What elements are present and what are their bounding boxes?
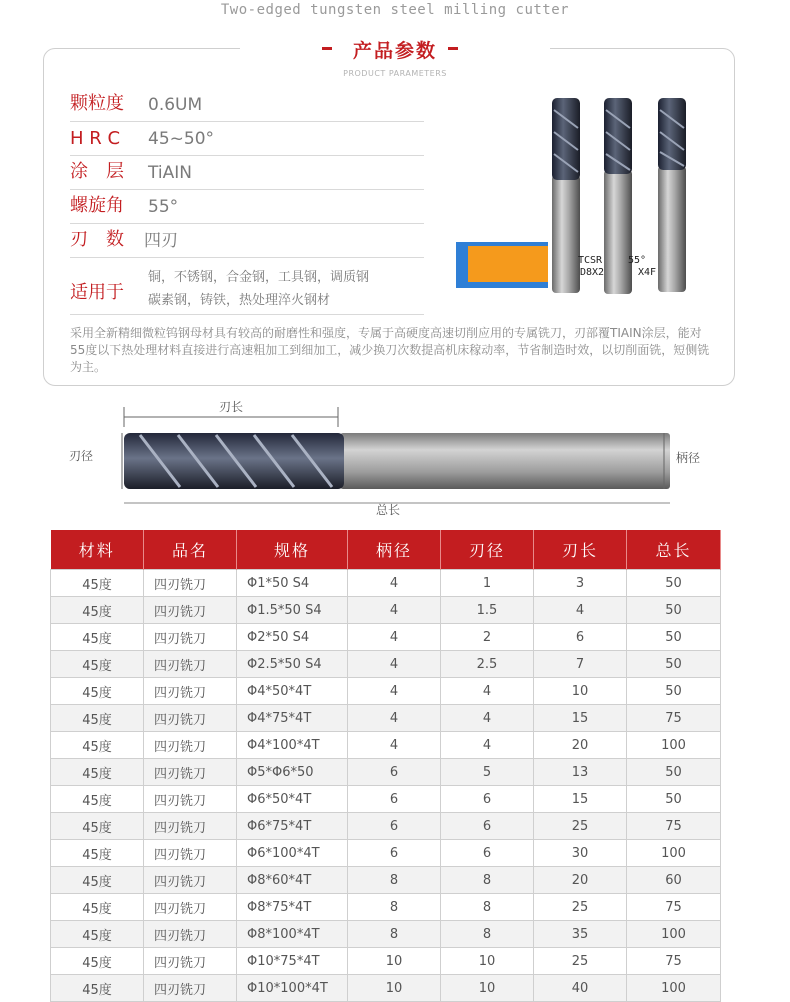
- table-cell: 2: [441, 624, 534, 651]
- table-cell: 1: [441, 570, 534, 597]
- table-row: [51, 921, 721, 948]
- dim-blade-diameter: 刃径: [69, 449, 94, 463]
- table-cell: 4: [348, 597, 441, 624]
- table-row: [51, 705, 721, 732]
- table-cell: 四刃铣刀: [144, 732, 237, 759]
- table-cell: 25: [534, 813, 627, 840]
- table-cell: 四刃铣刀: [144, 705, 237, 732]
- param-value: TiAIN: [148, 163, 192, 183]
- table-cell: 8: [441, 921, 534, 948]
- table-cell: 四刃铣刀: [144, 840, 237, 867]
- table-cell: 75: [627, 948, 721, 975]
- table-cell: 7: [534, 651, 627, 678]
- photo-text-box: TCSR: [578, 255, 603, 266]
- table-cell: 75: [627, 705, 721, 732]
- table-row: [51, 867, 721, 894]
- photo-text-angle: 55°: [628, 255, 647, 266]
- table-cell: 4: [348, 624, 441, 651]
- table-cell: Φ8*60*4T: [237, 867, 348, 894]
- photo-text-size-a: D8X2: [580, 267, 605, 278]
- param-value: 四刃: [144, 231, 178, 251]
- table-cell: Φ8*100*4T: [237, 921, 348, 948]
- table-cell: 四刃铣刀: [144, 624, 237, 651]
- table-row: [51, 624, 721, 651]
- table-cell: 75: [627, 813, 721, 840]
- param-value: 45~50°: [148, 129, 215, 149]
- table-row: [51, 840, 721, 867]
- param-row-helix: [70, 190, 424, 224]
- table-cell: 5: [441, 759, 534, 786]
- diagram-shank: [340, 433, 670, 489]
- applicable-line-1: 铜，不锈钢，合金钢，工具钢，调质钢: [148, 270, 370, 285]
- table-cell: 8: [441, 894, 534, 921]
- table-cell: 50: [627, 786, 721, 813]
- param-label: H R C: [70, 128, 121, 149]
- table-cell: 45度: [51, 786, 144, 813]
- table-row: [51, 813, 721, 840]
- table-cell: Φ2.5*50 S4: [237, 651, 348, 678]
- table-cell: 45度: [51, 597, 144, 624]
- table-cell: 四刃铣刀: [144, 678, 237, 705]
- table-cell: 50: [627, 597, 721, 624]
- table-cell: 四刃铣刀: [144, 597, 237, 624]
- table-row: [51, 759, 721, 786]
- table-header-row: [51, 530, 721, 570]
- table-cell: 100: [627, 975, 721, 1002]
- dim-blade-length: 刃长: [219, 400, 244, 414]
- table-cell: Φ4*75*4T: [237, 705, 348, 732]
- col-header: 材料: [51, 530, 144, 570]
- table-cell: 45度: [51, 813, 144, 840]
- table-row: [51, 948, 721, 975]
- table-cell: 100: [627, 840, 721, 867]
- end-mill-1: [552, 98, 580, 293]
- table-cell: 8: [348, 921, 441, 948]
- table-cell: 6: [348, 786, 441, 813]
- table-cell: 4: [441, 678, 534, 705]
- table-cell: 四刃铣刀: [144, 570, 237, 597]
- table-row: [51, 894, 721, 921]
- applicable-materials: [148, 266, 369, 312]
- table-cell: 4: [348, 651, 441, 678]
- table-cell: 50: [627, 759, 721, 786]
- table-cell: 45度: [51, 759, 144, 786]
- table-cell: 4: [441, 732, 534, 759]
- table-cell: 6: [348, 840, 441, 867]
- param-label: 涂 层: [70, 161, 124, 182]
- end-mill-3: [658, 98, 686, 292]
- dim-shank-diameter: 柄径: [676, 451, 701, 465]
- product-photo: [456, 70, 714, 310]
- table-cell: 1.5: [441, 597, 534, 624]
- table-cell: 4: [348, 732, 441, 759]
- table-cell: 10: [348, 948, 441, 975]
- table-row: [51, 678, 721, 705]
- table-cell: 45度: [51, 975, 144, 1002]
- table-cell: 35: [534, 921, 627, 948]
- table-cell: 6: [441, 813, 534, 840]
- col-header: 品名: [144, 530, 237, 570]
- table-cell: 45度: [51, 624, 144, 651]
- param-label: 适用于: [70, 282, 124, 303]
- table-cell: 50: [627, 678, 721, 705]
- table-cell: 60: [627, 867, 721, 894]
- table-cell: 6: [348, 813, 441, 840]
- table-cell: Φ10*100*4T: [237, 975, 348, 1002]
- col-header: 总长: [627, 530, 721, 570]
- table-cell: Φ1*50 S4: [237, 570, 348, 597]
- table-cell: 10: [441, 948, 534, 975]
- table-cell: 20: [534, 867, 627, 894]
- table-cell: 50: [627, 651, 721, 678]
- photo-text-size-b: X4F: [638, 267, 657, 278]
- table-cell: 四刃铣刀: [144, 759, 237, 786]
- title-decoration-right: [448, 47, 458, 50]
- table-cell: 100: [627, 921, 721, 948]
- table-cell: 100: [627, 732, 721, 759]
- dim-total-length: 总长: [376, 503, 401, 517]
- table-cell: 4: [441, 705, 534, 732]
- table-cell: 四刃铣刀: [144, 975, 237, 1002]
- table-cell: Φ6*75*4T: [237, 813, 348, 840]
- table-cell: 4: [348, 678, 441, 705]
- param-value: 55°: [148, 197, 179, 217]
- table-cell: 6: [534, 624, 627, 651]
- table-cell: 四刃铣刀: [144, 786, 237, 813]
- table-cell: 4: [348, 570, 441, 597]
- table-cell: Φ6*50*4T: [237, 786, 348, 813]
- table-cell: 6: [348, 759, 441, 786]
- table-cell: 45度: [51, 948, 144, 975]
- table-row: [51, 570, 721, 597]
- table-cell: 四刃铣刀: [144, 813, 237, 840]
- table-cell: 50: [627, 570, 721, 597]
- table-cell: 30: [534, 840, 627, 867]
- table-cell: 25: [534, 948, 627, 975]
- param-label: 颗粒度: [70, 93, 124, 114]
- param-row-coating: [70, 156, 424, 190]
- table-cell: 25: [534, 894, 627, 921]
- table-cell: Φ4*100*4T: [237, 732, 348, 759]
- table-cell: Φ10*75*4T: [237, 948, 348, 975]
- table-cell: 45度: [51, 894, 144, 921]
- table-cell: 15: [534, 786, 627, 813]
- param-value: 0.6UM: [148, 95, 203, 115]
- spec-table: [50, 530, 721, 1002]
- table-cell: 6: [441, 840, 534, 867]
- table-cell: Φ6*100*4T: [237, 840, 348, 867]
- param-row-hrc: [70, 122, 424, 156]
- col-header: 刃径: [441, 530, 534, 570]
- table-body: [51, 570, 721, 1002]
- param-row-flutes: [70, 224, 424, 258]
- table-cell: Φ8*75*4T: [237, 894, 348, 921]
- table-cell: 4: [534, 597, 627, 624]
- table-cell: 2.5: [441, 651, 534, 678]
- col-header: 柄径: [348, 530, 441, 570]
- table-cell: 15: [534, 705, 627, 732]
- table-cell: 四刃铣刀: [144, 651, 237, 678]
- table-cell: 四刃铣刀: [144, 867, 237, 894]
- table-cell: 四刃铣刀: [144, 894, 237, 921]
- table-cell: 45度: [51, 732, 144, 759]
- applicable-line-2: 碳素钢，铸铁，热处理淬火钢材: [148, 293, 331, 308]
- param-label: 螺旋角: [70, 195, 124, 216]
- table-cell: 45度: [51, 921, 144, 948]
- table-cell: 45度: [51, 867, 144, 894]
- table-cell: 45度: [51, 678, 144, 705]
- product-description: 采用全新精细微粒钨钢母材具有较高的耐磨性和强度，专属于高硬度高速切削应用的专属铣刀，刃部覆TIAIN涂层，能对55度以下热处理材料直接进行高速粗加工到细加工，减少换刀次数提高机床稼动率，节省制造时效，以切削面铣，短侧铣为主。: [70, 326, 710, 374]
- table-cell: 45度: [51, 705, 144, 732]
- param-row-grain: [70, 88, 424, 122]
- table-cell: 75: [627, 894, 721, 921]
- table-cell: 50: [627, 624, 721, 651]
- table-cell: 45度: [51, 570, 144, 597]
- table-cell: 13: [534, 759, 627, 786]
- section-title: 产品参数: [352, 40, 437, 62]
- param-label: 刃 数: [70, 229, 124, 250]
- table-cell: 四刃铣刀: [144, 948, 237, 975]
- table-cell: 8: [348, 894, 441, 921]
- col-header: 规格: [237, 530, 348, 570]
- title-decoration-left: [322, 47, 332, 50]
- table-row: [51, 597, 721, 624]
- table-cell: 45度: [51, 651, 144, 678]
- table-cell: Φ4*50*4T: [237, 678, 348, 705]
- table-cell: 10: [348, 975, 441, 1002]
- page-caption: Two-edged tungsten steel milling cutter: [220, 2, 570, 18]
- table-row: [51, 732, 721, 759]
- table-cell: 8: [441, 867, 534, 894]
- table-cell: 20: [534, 732, 627, 759]
- tool-box-label: [468, 246, 548, 282]
- table-row: [51, 786, 721, 813]
- table-cell: 8: [348, 867, 441, 894]
- table-cell: 45度: [51, 840, 144, 867]
- col-header: 刃长: [534, 530, 627, 570]
- table-cell: 3: [534, 570, 627, 597]
- table-row: [51, 651, 721, 678]
- table-cell: 四刃铣刀: [144, 921, 237, 948]
- table-cell: Φ5*Φ6*50: [237, 759, 348, 786]
- table-cell: 6: [441, 786, 534, 813]
- table-cell: 10: [441, 975, 534, 1002]
- table-cell: 10: [534, 678, 627, 705]
- section-subtitle: PRODUCT PARAMETERS: [343, 69, 447, 78]
- table-cell: 4: [348, 705, 441, 732]
- table-cell: Φ1.5*50 S4: [237, 597, 348, 624]
- table-cell: 40: [534, 975, 627, 1002]
- table-cell: Φ2*50 S4: [237, 624, 348, 651]
- table-row: [51, 975, 721, 1002]
